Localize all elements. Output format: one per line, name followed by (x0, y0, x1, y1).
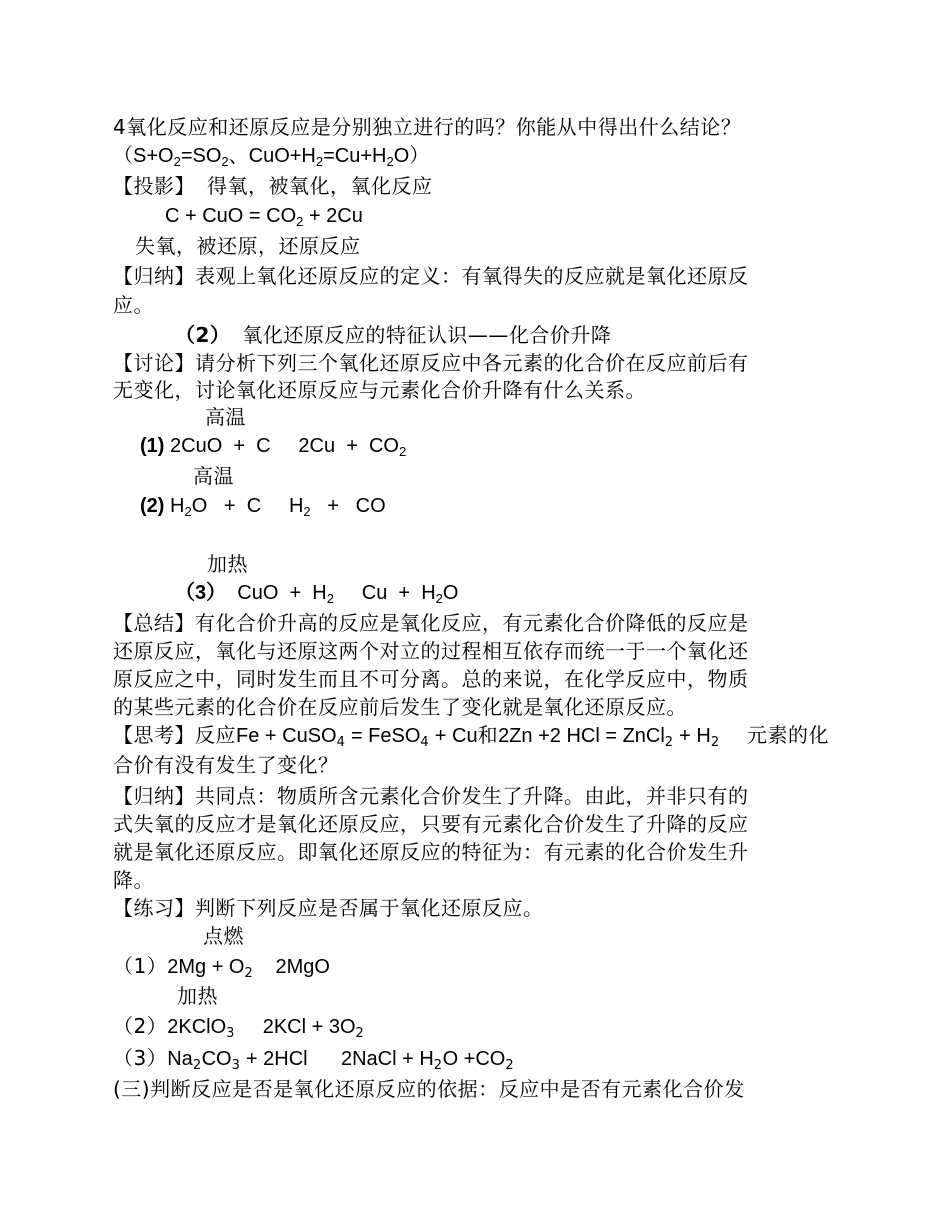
reaction-2-condition: 高温 (193, 464, 234, 488)
practice-2-condition: 加热 (177, 984, 218, 1008)
reaction-1: (1) 2CuO + C $2Cu + CO_2$ (140, 435, 407, 459)
summary-1-line-2: 应。 (113, 293, 154, 317)
summary-tag: 【归纳】 (113, 264, 195, 288)
practice: 【练习】判断下列反应是否属于氧化还原反应。 (113, 896, 544, 920)
conclusion: 【总结】有化合价升高的反应是氧化反应，有元素化合价降低的反应是 (113, 611, 749, 635)
reaction-1-condition: 高温 (205, 405, 246, 429)
think: 【思考】反应Fe + CuSO$_4$ = FeSO$_4$ + Cu和2Zn +2 HCl = ZnCl$_2$ + $H_2$ 元素的化 (113, 723, 830, 750)
think-line-2: 合价有没有发生了变化？ (113, 753, 339, 777)
discussion: 【讨论】请分析下列三个氧化还原反应中各元素的化合价在反应前后有 (113, 351, 749, 375)
q4-example-equations: （$S+O_2=SO_2$、$CuO+H_2=Cu+H_2O$） (113, 145, 430, 169)
criterion-line: (三)判断反应是否是氧化还原反应的依据：反应中是否有元素化合价发 (113, 1077, 745, 1101)
practice-tag: 【练习】 (113, 896, 195, 920)
discussion-tag: 【讨论】 (113, 351, 195, 375)
practice-3: $(3)Na_2CO_3 + 2HCl$ 2NaCl + $H_2O +CO_2$ (113, 1046, 515, 1073)
think-tag: 【思考】 (113, 723, 195, 747)
reaction-3: （3） CuO + $H_2$ $Cu + H_2O$ (175, 582, 459, 606)
conclusion-tag: 【总结】 (113, 611, 195, 635)
summary-1: 【归纳】表观上氧化还原反应的定义：有氧得失的反应就是氧化还原反 (113, 264, 749, 288)
reaction-2: (2) $H_2O + C$ $H_2$ + CO (140, 495, 386, 519)
section-2-heading: （2） 氧化还原反应的特征认识——化合价升降 (175, 323, 612, 347)
conclusion-line-4: 的某些元素的化合价在反应前后发生了变化就是氧化还原反应。 (113, 695, 687, 719)
projection-text: 得氧，被氧化，氧化反应 (207, 174, 433, 198)
lose-oxygen-line: 失氧，被还原，还原反应 (135, 234, 361, 258)
discussion-line-2: 无变化，讨论氧化还原反应与元素化合价升降有什么关系。 (113, 378, 646, 402)
practice-2: （2）2KClO$_3$ $2KCl + 3O_2$ (113, 1014, 365, 1041)
practice-1: $(1)2Mg + O_2$ 2MgO (113, 954, 330, 981)
projection-tag: 【投影】 (113, 174, 195, 198)
summary-2-tag: 【归纳】 (113, 784, 195, 808)
reaction-3-condition: 加热 (207, 552, 248, 576)
summary-2-line-3: 就是氧化还原反应。即氧化还原反应的特征为：有元素的化合价发生升 (113, 840, 749, 864)
projection-line (113, 173, 433, 199)
conclusion-line-3: 原反应之中，同时发生而且不可分离。总的来说，在化学反应中，物质 (113, 667, 749, 691)
conclusion-line-2: 还原反应，氧化与还原这两个对立的过程相互依存而统一于一个氧化还 (113, 639, 749, 663)
question-4: 4氧化反应和还原反应是分别独立进行的吗？你能从中得出什么结论？ (113, 115, 742, 139)
summary-2-line-4: 降。 (113, 868, 154, 892)
equation-c-cuo: C + CuO = $CO_2 + 2Cu$ (165, 205, 363, 229)
practice-1-condition: 点燃 (203, 924, 244, 948)
summary-2: 【归纳】共同点：物质所含元素化合价发生了升降。由此，并非只有的 (113, 784, 749, 808)
summary-2-line-2: 式失氧的反应才是氧化还原反应，只要有元素化合价发生了升降的反应 (113, 812, 749, 836)
